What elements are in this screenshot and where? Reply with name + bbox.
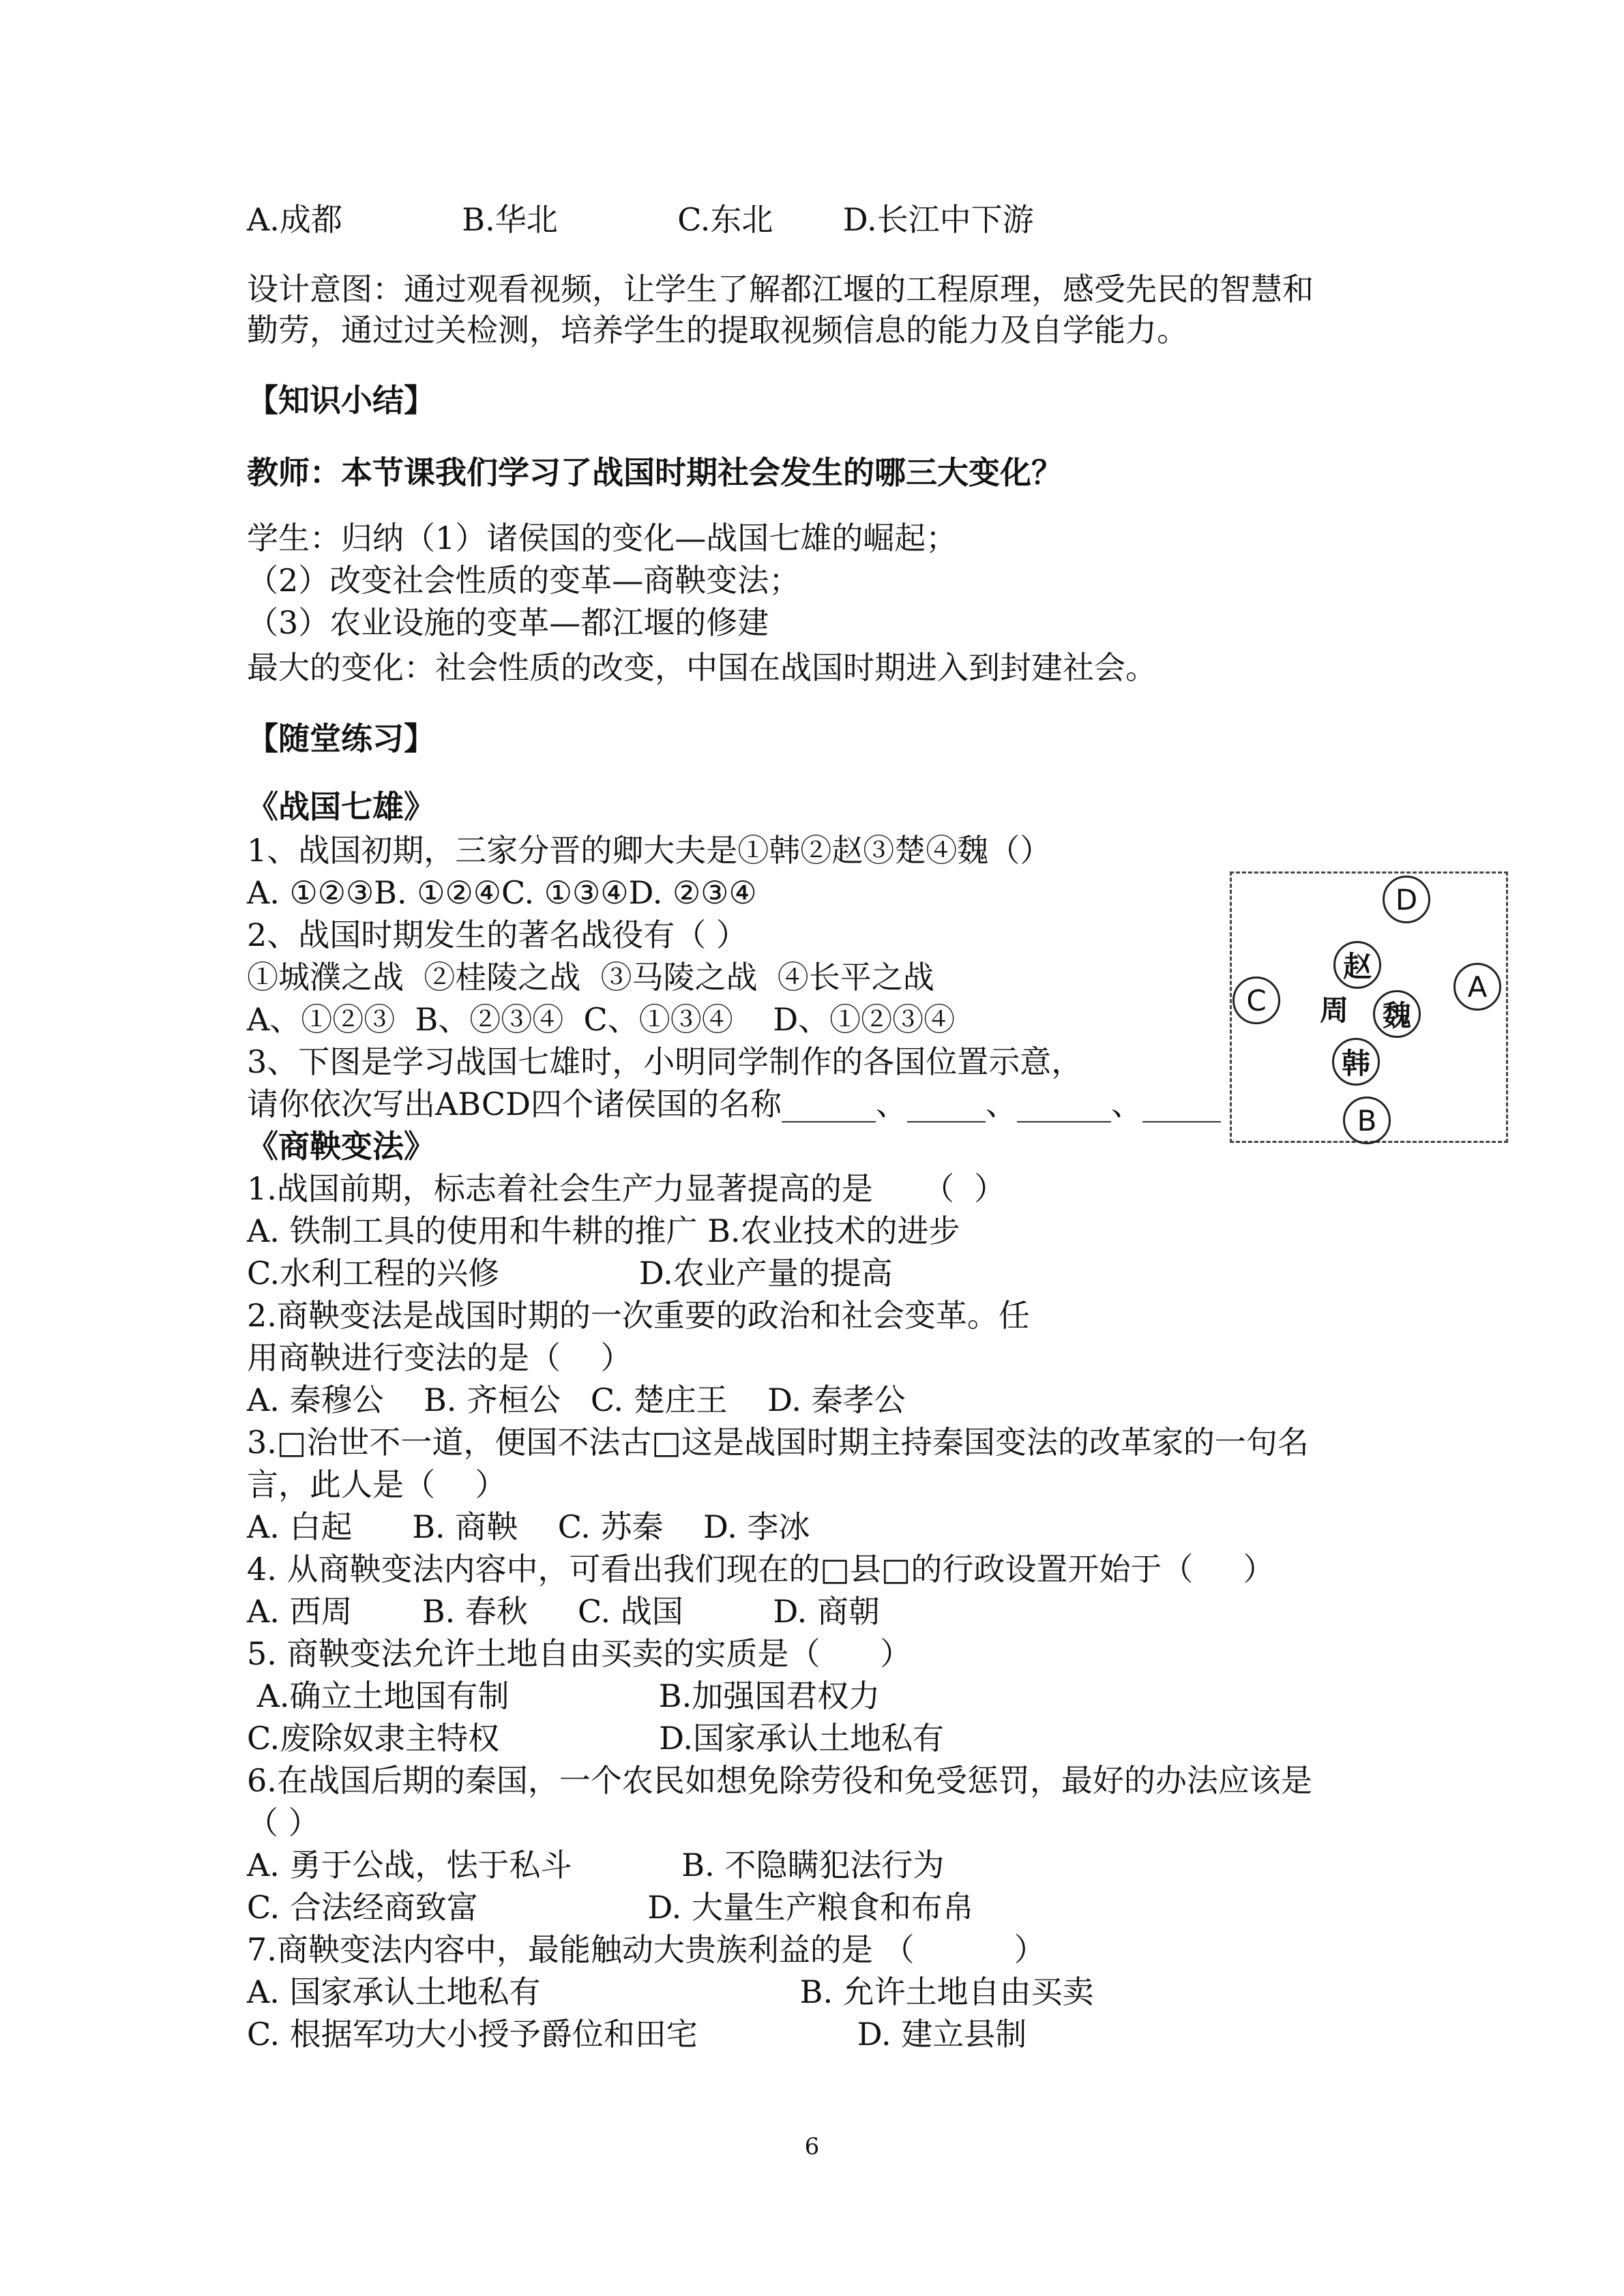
text-line: A. 铁制工具的使用和牛耕的推广 B.农业技术的进步 — [247, 1212, 960, 1249]
map-label-zhou: 周 — [1319, 994, 1349, 1027]
text-line: A. 白起 B. 商鞅 C. 苏秦 D. 李冰 — [247, 1508, 810, 1545]
text-line: 4. 从商鞅变法内容中，可看出我们现在的□县□的行政设置开始于（ ） — [247, 1551, 1275, 1587]
text-line: A.确立土地国有制 B.加强国君权力 — [247, 1678, 881, 1714]
text-line: 2.商鞅变法是战国时期的一次重要的政治和社会变革。任 — [247, 1297, 1030, 1334]
text-line: A. ①②③B. ①②④C. ①③④D. ②③④ — [247, 874, 757, 911]
map-label-a: A — [1453, 963, 1501, 1011]
text-line: 请你依次写出ABCD四个诸侯国的名称______、_____、______、_____ — [247, 1086, 1221, 1122]
text-line: 7.商鞅变法内容中，最能触动大贵族利益的是 （ ） — [247, 1931, 1046, 1968]
text-line: 设计意图：通过观看视频，让学生了解都江堰的工程原理，感受先民的智慧和 — [247, 271, 1314, 308]
text-line: 2、战国时期发生的著名战役有（ ） — [247, 916, 748, 953]
text-line: 最大的变化：社会性质的改变，中国在战国时期进入到封建社会。 — [247, 649, 1157, 686]
text-line: 教师：本节课我们学习了战国时期社会发生的哪三大变化？ — [247, 454, 1063, 491]
text-line: （ ） — [247, 1804, 320, 1841]
text-line: 1、战国初期，三家分晋的卿大夫是①韩②赵③楚④魏（） — [247, 832, 1052, 869]
text-line: C.废除奴隶主特权 D.国家承认土地私有 — [247, 1720, 944, 1757]
map-label-zhao: 赵 — [1333, 941, 1381, 989]
page-number: 6 — [804, 2133, 820, 2160]
text-line: C.水利工程的兴修 D.农业产量的提高 — [247, 1255, 893, 1292]
text-line: 3.□治世不一道，便国不法古□这是战国时期主持秦国变法的改革家的一句名 — [247, 1424, 1309, 1461]
text-line: 【随堂练习】 — [247, 720, 435, 757]
states-position-diagram — [1230, 871, 1508, 1143]
text-line: 言，此人是（ ） — [247, 1466, 507, 1503]
text-line: 用商鞅进行变法的是（ ） — [247, 1339, 632, 1376]
text-line: A. 西周 B. 春秋 C. 战国 D. 商朝 — [247, 1593, 880, 1630]
text-line: 勤劳，通过过关检测，培养学生的提取视频信息的能力及自学能力。 — [247, 312, 1188, 348]
text-line: 《商鞅变法》 — [247, 1128, 435, 1165]
map-label-wei: 魏 — [1373, 990, 1421, 1038]
text-line: 1.战国前期，标志着社会生产力显著提高的是 （ ） — [247, 1170, 1006, 1207]
map-label-d: D — [1383, 876, 1430, 923]
text-line: 6.在战国后期的秦国，一个农民如想免除劳役和免受惩罚，最好的办法应该是 — [247, 1762, 1312, 1799]
text-line: （3）农业设施的变革—都江堰的修建 — [247, 604, 769, 641]
text-line: C. 根据军功大小授予爵位和田宅 D. 建立县制 — [247, 2016, 1027, 2053]
text-line: 【知识小结】 — [247, 382, 435, 419]
text-line: （2）改变社会性质的变革—商鞅变法； — [247, 562, 801, 599]
map-label-c: C — [1232, 976, 1280, 1024]
text-line: ①城濮之战 ②桂陵之战 ③马陵之战 ④长平之战 — [247, 959, 934, 996]
text-line: A. 秦穆公 B. 齐桓公 C. 楚庄王 D. 秦孝公 — [247, 1382, 906, 1418]
map-label-han: 韩 — [1332, 1038, 1380, 1086]
text-line: C. 合法经商致富 D. 大量生产粮食和布帛 — [247, 1889, 974, 1926]
text-line: A、①②③ B、②③④ C、①③④ D、①②③④ — [247, 1001, 956, 1038]
text-line: A. 勇于公战，怯于私斗 B. 不隐瞒犯法行为 — [247, 1847, 945, 1883]
text-line: 5. 商鞅变法允许土地自由买卖的实质是（ ） — [247, 1635, 912, 1672]
text-line: 《战国七雄》 — [247, 788, 435, 825]
map-label-b: B — [1343, 1097, 1391, 1144]
text-line: 学生：归纳（1）诸侯国的变化—战国七雄的崛起； — [247, 520, 958, 556]
text-line: 3、下图是学习战国七雄时，小明同学制作的各国位置示意， — [247, 1043, 1083, 1080]
text-line: A.成都 B.华北 C.东北 D.长江中下游 — [247, 201, 1034, 238]
text-line: A. 国家承认土地私有 B. 允许土地自由买卖 — [247, 1973, 1094, 2010]
